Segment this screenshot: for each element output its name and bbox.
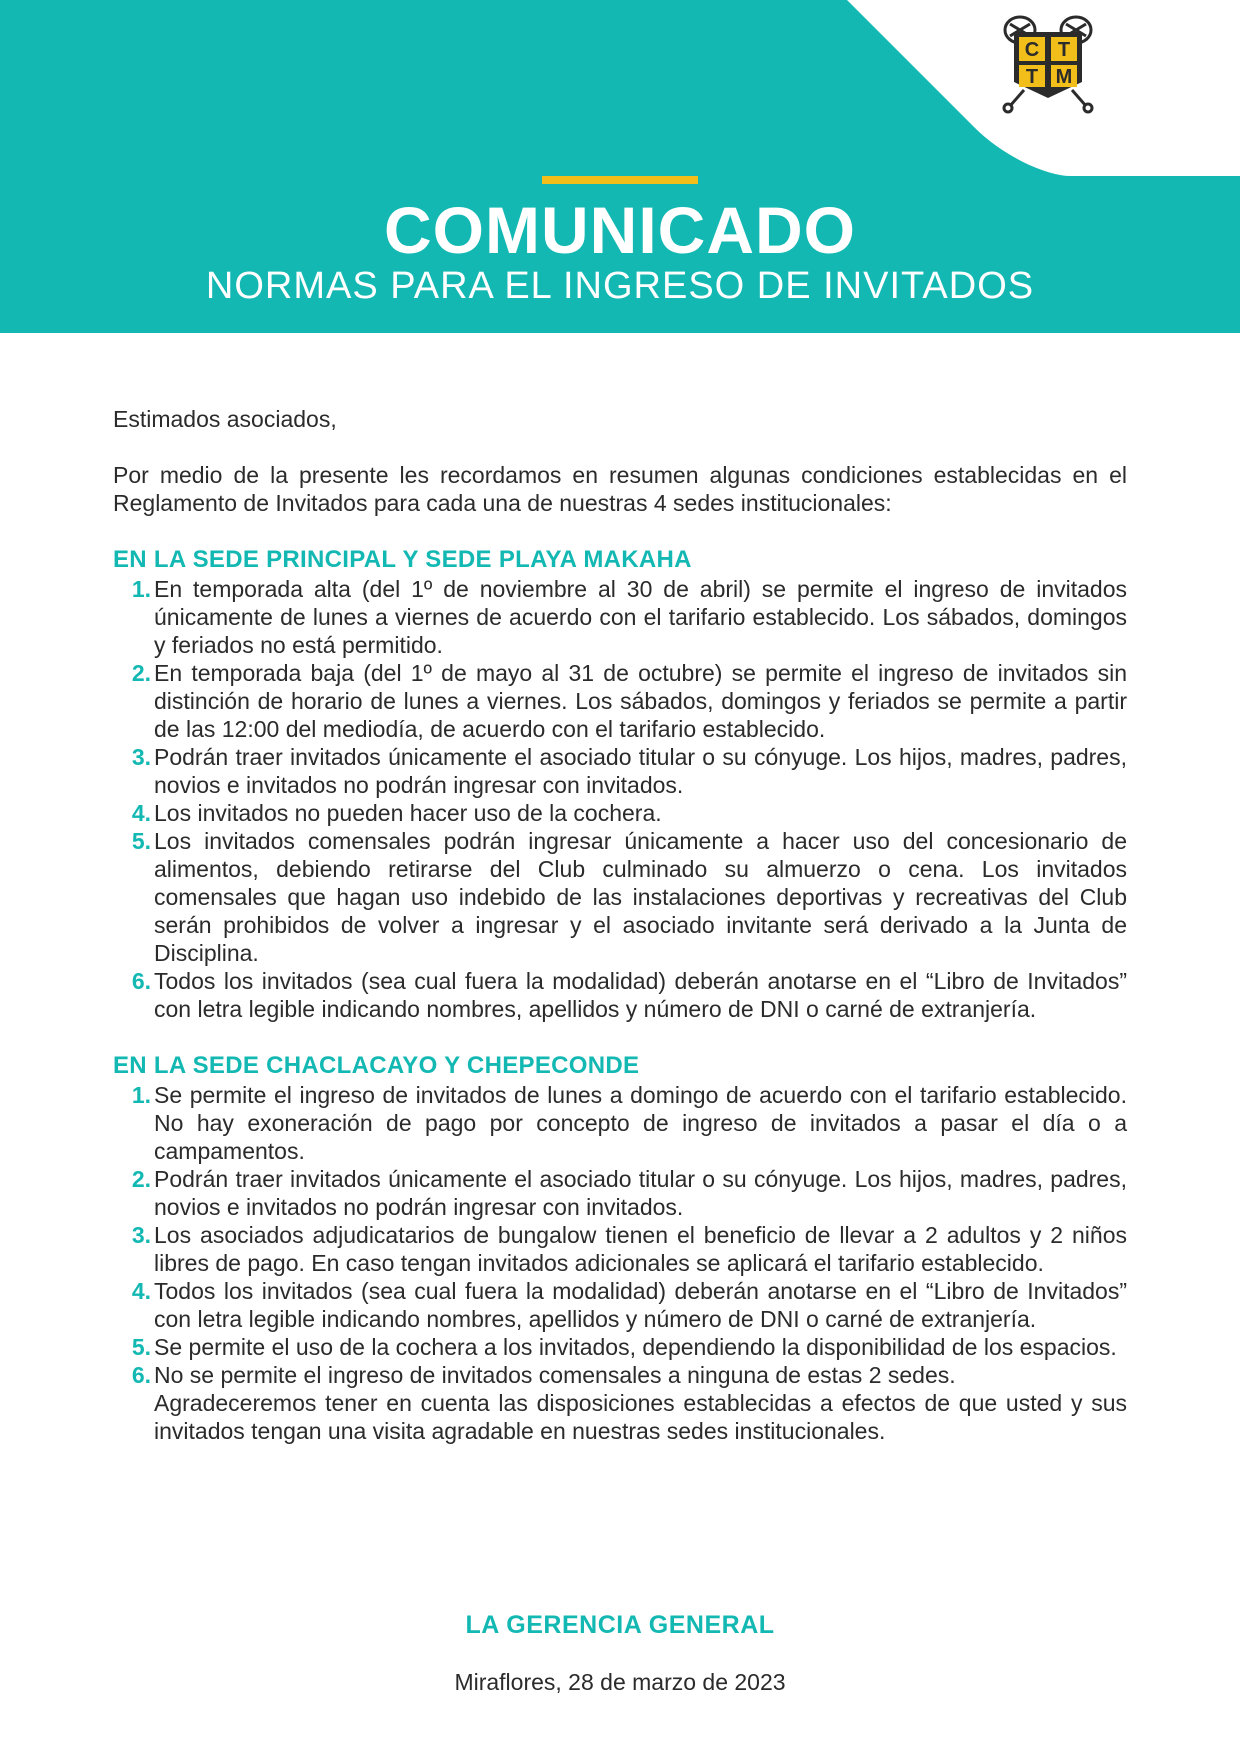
list-item <box>113 967 1127 1023</box>
item-number: 4. <box>131 1278 151 1304</box>
list-item <box>113 1333 1127 1361</box>
item-text: Podrán traer invitados únicamente el asociado titular o su cónyuge. Los hijos, madres, padres, novios e invitados no podrán ingresar con invitados. <box>154 744 1127 798</box>
item-text: En temporada baja (del 1º de mayo al 31 de octubre) se permite el ingreso de invitados sin distinción de horario de lunes a viernes. Los sábados, domingos y feriados se permite a partir de las 12:00 del mediodía, de acuerdo con el tarifario establecido. <box>154 660 1127 742</box>
section-title: EN LA SEDE PRINCIPAL Y SEDE PLAYA MAKAHA <box>113 546 692 573</box>
list-item <box>113 575 1127 659</box>
item-text: En temporada alta (del 1º de noviembre al 30 de abril) se permite el ingreso de invitados únicamente de lunes a viernes de acuerdo con el tarifario establecido. Los sábados, domingos y feriados no está permitido. <box>154 576 1127 658</box>
list-item <box>113 1221 1127 1277</box>
letter-body <box>113 405 1127 1445</box>
header-banner <box>0 0 1240 333</box>
logo-letter: C <box>1024 39 1040 61</box>
item-text: Los invitados no pueden hacer uso de la cochera. <box>154 800 662 826</box>
list-item <box>113 1165 1127 1221</box>
item-text: Todos los invitados (sea cual fuera la modalidad) deberán anotarse en el “Libro de Invitados” con letra legible indicando nombres, apellidos y número de DNI o carné de extranjería. <box>154 1278 1127 1332</box>
item-text: Se permite el ingreso de invitados de lunes a domingo de acuerdo con el tarifario establecido. No hay exoneración de pago por concepto de ingreso de invitados a pasar el día o a campamentos. <box>154 1082 1127 1164</box>
item-text: Podrán traer invitados únicamente el asociado titular o su cónyuge. Los hijos, madres, padres, novios e invitados no podrán ingresar con invitados. <box>154 1166 1127 1220</box>
item-text: Los invitados comensales podrán ingresar únicamente a hacer uso del concesionario de alimentos, debiendo retirarse del Club culminado su almuerzo o cena. Los invitados comensales que hagan uso indebido de las instalaciones deportivas y recreativas del Club serán prohibidos de volver a ingresar y el asociado invitante será derivado a la Junta de Disciplina. <box>154 828 1127 966</box>
item-number: 3. <box>131 744 151 770</box>
logo-letter: M <box>1055 66 1073 88</box>
item-text: Los asociados adjudicatarios de bungalow tienen el beneficio de llevar a 2 adultos y 2 niños libres de pago. En caso tengan invitados adicionales se aplicará el tarifario establecido. <box>154 1222 1127 1276</box>
list-item <box>113 743 1127 799</box>
item-number: 6. <box>131 1362 151 1388</box>
title-accent-bar <box>542 176 698 184</box>
list-item <box>113 1361 1127 1389</box>
item-number: 5. <box>131 828 151 854</box>
item-text: Todos los invitados (sea cual fuera la modalidad) deberán anotarse en el “Libro de Invitados” con letra legible indicando nombres, apellidos y número de DNI o carné de extranjería. <box>154 968 1127 1022</box>
date-line: Miraflores, 28 de marzo de 2023 <box>454 1669 786 1695</box>
greeting: Estimados asociados, <box>113 406 337 432</box>
logo-letter: T <box>1025 66 1039 88</box>
intro-paragraph: Por medio de la presente les recordamos en resumen algunas condiciones establecidas en el Reglamento de Invitados para cada una de nuestras 4 sedes institucionales: <box>113 462 1127 516</box>
item-number: 1. <box>131 1082 151 1108</box>
item-number: 5. <box>131 1334 151 1360</box>
page-subtitle: NORMAS PARA EL INGRESO DE INVITADOS <box>205 265 1035 307</box>
item-text: No se permite el ingreso de invitados comensales a ninguna de estas 2 sedes. <box>154 1362 956 1388</box>
item-number: 1. <box>131 576 151 602</box>
item-number: 2. <box>131 660 151 686</box>
list-item <box>113 1081 1127 1165</box>
item-number: 3. <box>131 1222 151 1248</box>
item-number: 2. <box>131 1166 151 1192</box>
rules-list <box>113 575 1127 1023</box>
closing-paragraph: Agradeceremos tener en cuenta las disposiciones establecidas a efectos de que usted y sus invitados tengan una visita agradable en nuestras sedes institucionales. <box>154 1390 1127 1444</box>
page-title: COMUNICADO <box>384 193 856 267</box>
list-item <box>113 659 1127 743</box>
list-item <box>113 827 1127 967</box>
section-title: EN LA SEDE CHACLACAYO Y CHEPECONDE <box>113 1052 640 1079</box>
crossed-rackets-shield-icon <box>996 12 1100 116</box>
item-text: Se permite el uso de la cochera a los invitados, dependiendo la disponibilidad de los espacios. <box>154 1334 1117 1360</box>
signature: LA GERENCIA GENERAL <box>465 1611 775 1639</box>
rules-list <box>113 1081 1127 1389</box>
item-number: 4. <box>131 800 151 826</box>
list-item <box>113 799 1127 827</box>
item-number: 6. <box>131 968 151 994</box>
logo-letter: T <box>1057 39 1071 61</box>
list-item <box>113 1277 1127 1333</box>
